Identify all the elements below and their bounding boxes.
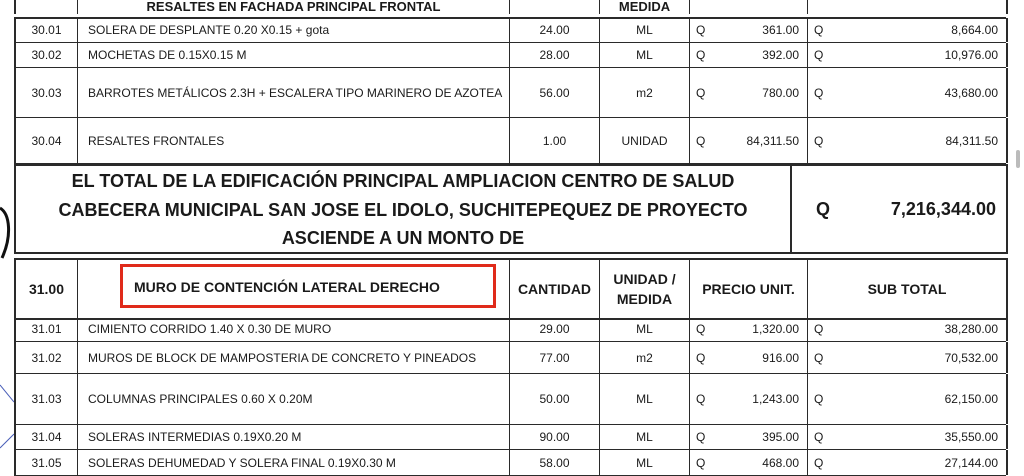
table-row <box>14 43 1006 68</box>
row-description: SOLERAS INTERMEDIAS 0.19X0.20 M <box>78 425 510 449</box>
row-subtotal-currency: Q <box>814 350 824 365</box>
table-row <box>14 342 1006 374</box>
row-subtotal-currency: Q <box>814 85 824 100</box>
row-unit: UNIDAD <box>600 118 690 163</box>
right-edge-mark <box>1016 150 1020 168</box>
row-code: 31.01 <box>16 316 78 341</box>
row-subtotal-currency: Q <box>814 133 824 148</box>
row-code: 31.05 <box>16 450 78 475</box>
row-subtotal-currency: Q <box>814 392 824 406</box>
row-unit-price: 468.00 <box>710 450 808 475</box>
row-code: 31.02 <box>16 342 78 373</box>
row-unit: ML <box>600 374 690 424</box>
row-quantity: 24.00 <box>510 18 600 42</box>
header-subtotal: SUB TOTAL <box>808 260 1008 318</box>
total-currency: Q <box>816 199 831 219</box>
row-price-currency: Q <box>696 321 706 336</box>
row-price-currency: Q <box>696 455 706 470</box>
row-unit-price: 1,243.00 <box>710 374 808 424</box>
row-code: 30.02 <box>16 43 78 67</box>
total-line-2: CABECERA MUNICIPAL SAN JOSE EL IDOLO, SUCHITEPEQUEZ DE PROYECTO <box>58 200 748 220</box>
row-quantity: 58.00 <box>510 450 600 475</box>
row-quantity: 50.00 <box>510 374 600 424</box>
row-unit: ML <box>600 316 690 341</box>
row-code: 30.04 <box>16 118 78 163</box>
table-row <box>14 18 1006 43</box>
top-header-row <box>14 0 1008 14</box>
row-unit-price: 780.00 <box>710 68 808 117</box>
row-code: 30.03 <box>16 68 78 117</box>
row-unit-price: 361.00 <box>710 18 808 42</box>
total-block <box>14 164 1008 254</box>
header-unidad <box>600 260 690 318</box>
row-description: MUROS DE BLOCK DE MAMPOSTERIA DE CONCRETO Y PINEADOS <box>78 342 510 373</box>
row-quantity: 1.00 <box>510 118 600 163</box>
total-line-1: EL TOTAL DE LA EDIFICACIÓN PRINCIPAL AMPLIACION CENTRO DE SALUD <box>71 171 735 191</box>
row-subtotal: 70,532.00 <box>828 342 1008 373</box>
row-description: MOCHETAS DE 0.15X0.15 M <box>78 43 510 67</box>
section-31-title: MURO DE CONTENCIÓN LATERAL DERECHO <box>134 279 440 295</box>
row-subtotal-currency: Q <box>814 455 824 470</box>
top-header-medida: MEDIDA <box>600 0 690 14</box>
row-subtotal: 38,280.00 <box>828 316 1008 341</box>
table-row <box>14 450 1006 476</box>
row-unit-price: 916.00 <box>710 342 808 373</box>
row-code: 31.03 <box>16 374 78 424</box>
row-quantity: 56.00 <box>510 68 600 117</box>
row-description: SOLERA DE DESPLANTE 0.20 X0.15 + gota <box>78 18 510 42</box>
row-price-currency: Q <box>696 85 706 100</box>
row-price-currency: Q <box>696 48 706 62</box>
table-row <box>14 68 1006 118</box>
total-line-3: ASCIENDE A UN MONTO DE <box>281 228 525 248</box>
row-subtotal: 35,550.00 <box>828 425 1008 449</box>
row-code: 31.04 <box>16 425 78 449</box>
row-unit: m2 <box>600 68 690 117</box>
row-quantity: 28.00 <box>510 43 600 67</box>
margin-pen-marks <box>0 0 14 476</box>
row-price-currency: Q <box>696 133 706 148</box>
row-subtotal: 8,664.00 <box>828 18 1008 42</box>
row-unit-price: 392.00 <box>710 43 808 67</box>
header-cantidad: CANTIDAD <box>510 260 600 318</box>
row-subtotal: 27,144.00 <box>828 450 1008 475</box>
row-unit: ML <box>600 425 690 449</box>
row-unit: ML <box>600 18 690 42</box>
row-description: SOLERAS DEHUMEDAD Y SOLERA FINAL 0.19X0.30 M <box>78 450 510 475</box>
row-code: 30.01 <box>16 18 78 42</box>
row-quantity: 77.00 <box>510 342 600 373</box>
row-description: BARROTES METÁLICOS 2.3H + ESCALERA TIPO MARINERO DE AZOTEA <box>78 68 510 117</box>
table-row <box>14 118 1006 164</box>
row-subtotal-currency: Q <box>814 48 824 62</box>
row-price-currency: Q <box>696 430 706 444</box>
row-description: COLUMNAS PRINCIPALES 0.60 X 0.20M <box>78 374 510 424</box>
header-unidad-line2: MEDIDA <box>616 291 673 307</box>
row-subtotal-currency: Q <box>814 430 824 444</box>
row-price-currency: Q <box>696 350 706 365</box>
row-description: RESALTES FRONTALES <box>78 118 510 163</box>
row-unit-price: 84,311.50 <box>710 118 808 163</box>
header-unidad-line1: UNIDAD / <box>613 271 676 287</box>
header-precio: PRECIO UNIT. <box>690 260 808 318</box>
row-price-currency: Q <box>696 23 706 37</box>
row-subtotal: 62,150.00 <box>828 374 1008 424</box>
table-row <box>14 374 1006 425</box>
table-row <box>14 316 1006 342</box>
row-subtotal-currency: Q <box>814 23 824 37</box>
row-unit: m2 <box>600 342 690 373</box>
total-amount: 7,216,344.00 <box>890 199 996 219</box>
row-subtotal: 10,976.00 <box>828 43 1008 67</box>
section-31-code: 31.00 <box>16 260 78 318</box>
row-description: CIMIENTO CORRIDO 1.40 X 0.30 DE MURO <box>78 316 510 341</box>
row-quantity: 90.00 <box>510 425 600 449</box>
row-unit-price: 1,320.00 <box>710 316 808 341</box>
row-subtotal: 84,311.50 <box>828 118 1008 163</box>
row-unit-price: 395.00 <box>710 425 808 449</box>
row-unit: ML <box>600 43 690 67</box>
row-unit: ML <box>600 450 690 475</box>
top-header-title: RESALTES EN FACHADA PRINCIPAL FRONTAL <box>78 0 510 14</box>
row-quantity: 29.00 <box>510 316 600 341</box>
row-subtotal-currency: Q <box>814 321 824 336</box>
row-subtotal: 43,680.00 <box>828 68 1008 117</box>
table-row <box>14 425 1006 450</box>
row-price-currency: Q <box>696 392 706 406</box>
